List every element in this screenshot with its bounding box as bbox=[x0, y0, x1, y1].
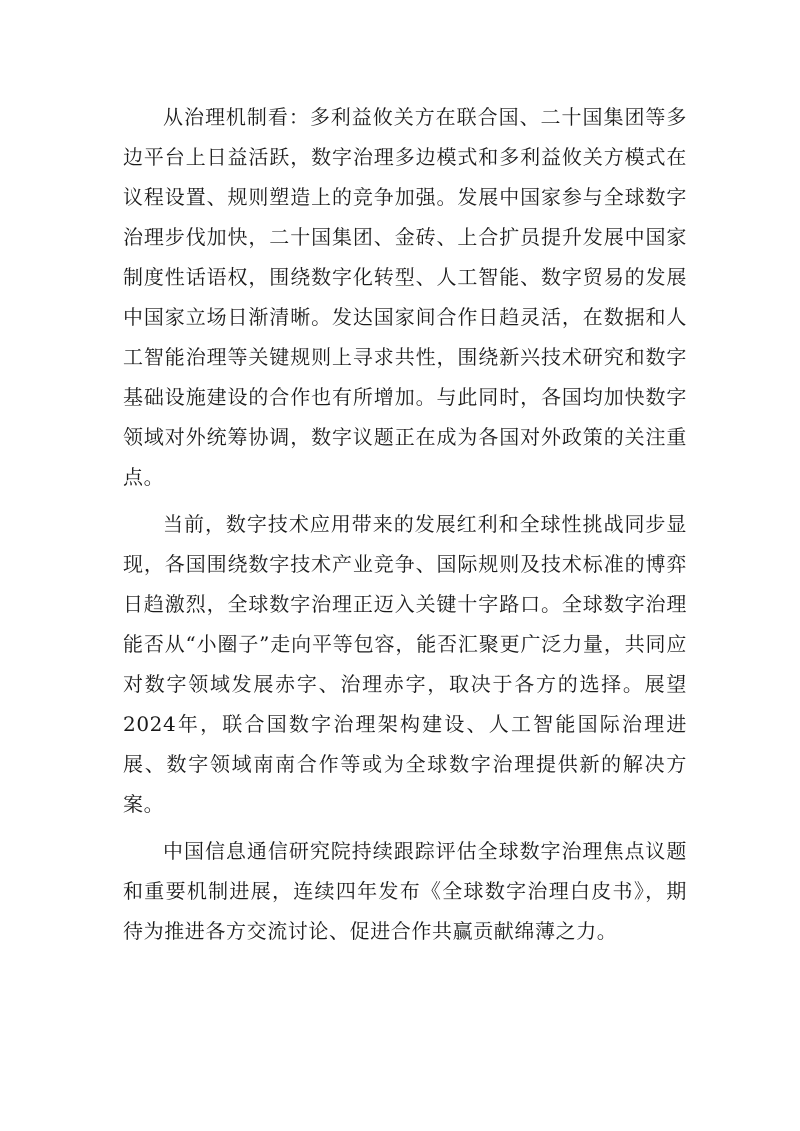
paragraph-governance-mechanism: 从治理机制看：多利益攸关方在联合国、二十国集团等多边平台上日益活跃，数字治理多边模式和多利益攸关方模式在议程设置、规则塑造上的竞争加强。发展中国家参与全球数字治理步伐加快，二十国集团、金砖、上合扩员提升发展中国家制度性话语权，围绕数字化转型、人工智能、数字贸易的发展中国家立场日渐清晰。发达国家间合作日趋灵活，在数据和人工智能治理等关键规则上寻求共性，围绕新兴技术研究和数字基础设施建设的合作也有所增加。与此同时，各国均加快数字领域对外统筹协调，数字议题正在成为各国对外政策的关注重点。 bbox=[123, 105, 687, 489]
paragraph-current-situation: 当前，数字技术应用带来的发展红利和全球性挑战同步显现，各国围绕数字技术产业竞争、国际规则及技术标准的博弈日趋激烈，全球数字治理正迈入关键十字路口。全球数字治理能否从“小圈子”走向平等包容，能否汇聚更广泛力量，共同应对数字领域发展赤字、治理赤字，取决于各方的选择。展望2024年，联合国数字治理架构建设、人工智能国际治理进展、数字领域南南合作等或为全球数字治理提供新的解决方案。 bbox=[123, 512, 687, 816]
paragraph-caict-statement: 中国信息通信研究院持续跟踪评估全球数字治理焦点议题和重要机制进展，连续四年发布《全球数字治理白皮书》，期待为推进各方交流讨论、促进合作共赢贡献绵薄之力。 bbox=[123, 839, 687, 943]
document-body bbox=[123, 97, 687, 958]
